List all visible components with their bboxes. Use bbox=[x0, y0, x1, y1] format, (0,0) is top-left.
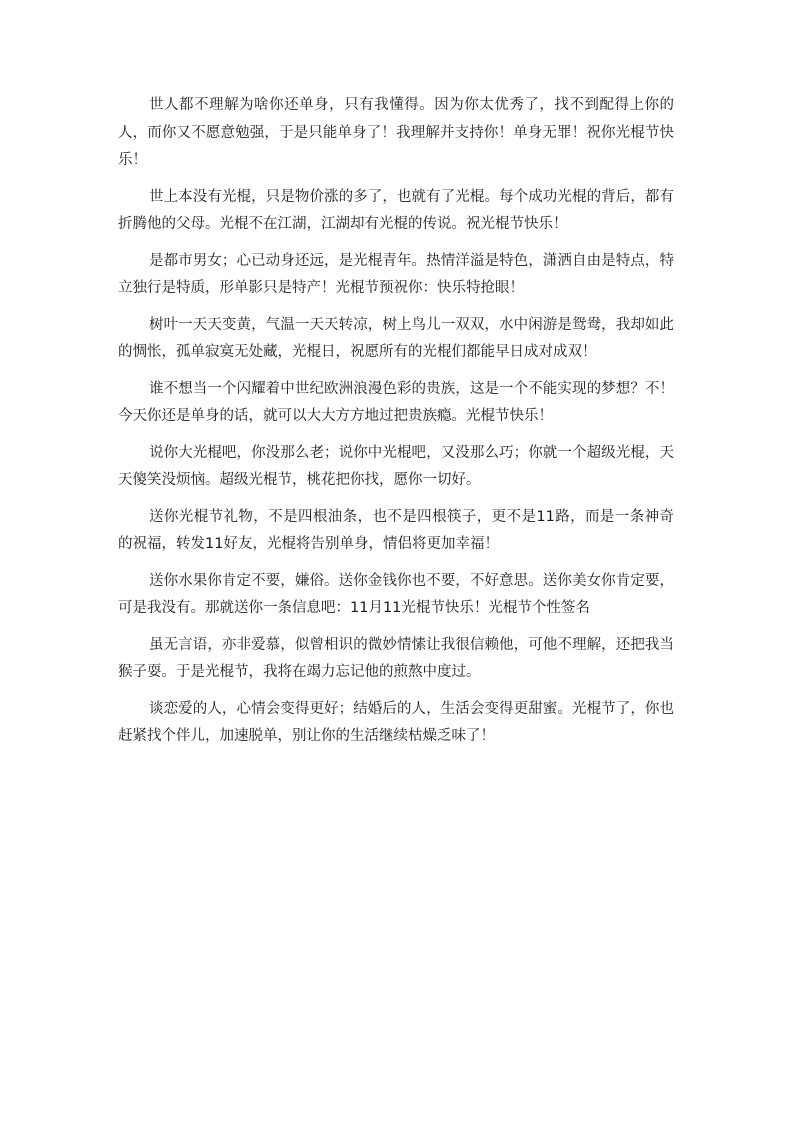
paragraph-6: 说你大光棍吧，你没那么老；说你中光棍吧，又没那么巧；你就一个超级光棍，天天傻笑没烦恼。超级光棍节，桃花把你找，愿你一切好。 bbox=[118, 444, 674, 488]
paragraph-7: 送你光棍节礼物，不是四根油条，也不是四根筷子，更不是11路，而是一条神奇的祝福，转发11好友，光棍将告别单身，情侣将更加幸福！ bbox=[118, 508, 674, 552]
paragraph-2: 世上本没有光棍，只是物价涨的多了，也就有了光棍。每个成功光棍的背后，都有折腾他的父母。光棍不在江湖，江湖却有光棍的传说。祝光棍节快乐！ bbox=[118, 188, 674, 232]
paragraph-5: 谁不想当一个闪耀着中世纪欧洲浪漫色彩的贵族，这是一个不能实现的梦想？不！今天你还是单身的话，就可以大大方方地过把贵族瘾。光棍节快乐！ bbox=[118, 380, 674, 424]
paragraph-9: 虽无言语，亦非爱慕，似曾相识的微妙情愫让我很信赖他，可他不理解，还把我当猴子耍。于是光棍节，我将在竭力忘记他的煎熬中度过。 bbox=[118, 636, 674, 680]
document-body bbox=[118, 92, 674, 760]
paragraph-8: 送你水果你肯定不要，嫌俗。送你金钱你也不要，不好意思。送你美女你肯定要，可是我没有。那就送你一条信息吧：11月11光棍节快乐！光棍节个性签名 bbox=[118, 572, 674, 616]
paragraph-1: 世人都不理解为啥你还单身，只有我懂得。因为你太优秀了，找不到配得上你的人，而你又不愿意勉强，于是只能单身了！我理解并支持你！单身无罪！祝你光棍节快乐！ bbox=[118, 97, 674, 168]
paragraph-4: 树叶一天天变黄，气温一天天转凉，树上鸟儿一双双，水中闲游是鸳鸯，我却如此的惆怅，孤单寂寞无处藏，光棍日，祝愿所有的光棍们都能早日成对成双！ bbox=[118, 316, 674, 360]
paragraph-10: 谈恋爱的人，心情会变得更好；结婚后的人，生活会变得更甜蜜。光棍节了，你也赶紧找个伴儿，加速脱单，别让你的生活继续枯燥乏味了！ bbox=[118, 700, 674, 744]
paragraph-3: 是都市男女；心已动身还远，是光棍青年。热情洋溢是特色，潇洒自由是特点，特立独行是特质，形单影只是特产！光棍节预祝你：快乐特抢眼！ bbox=[118, 252, 674, 296]
